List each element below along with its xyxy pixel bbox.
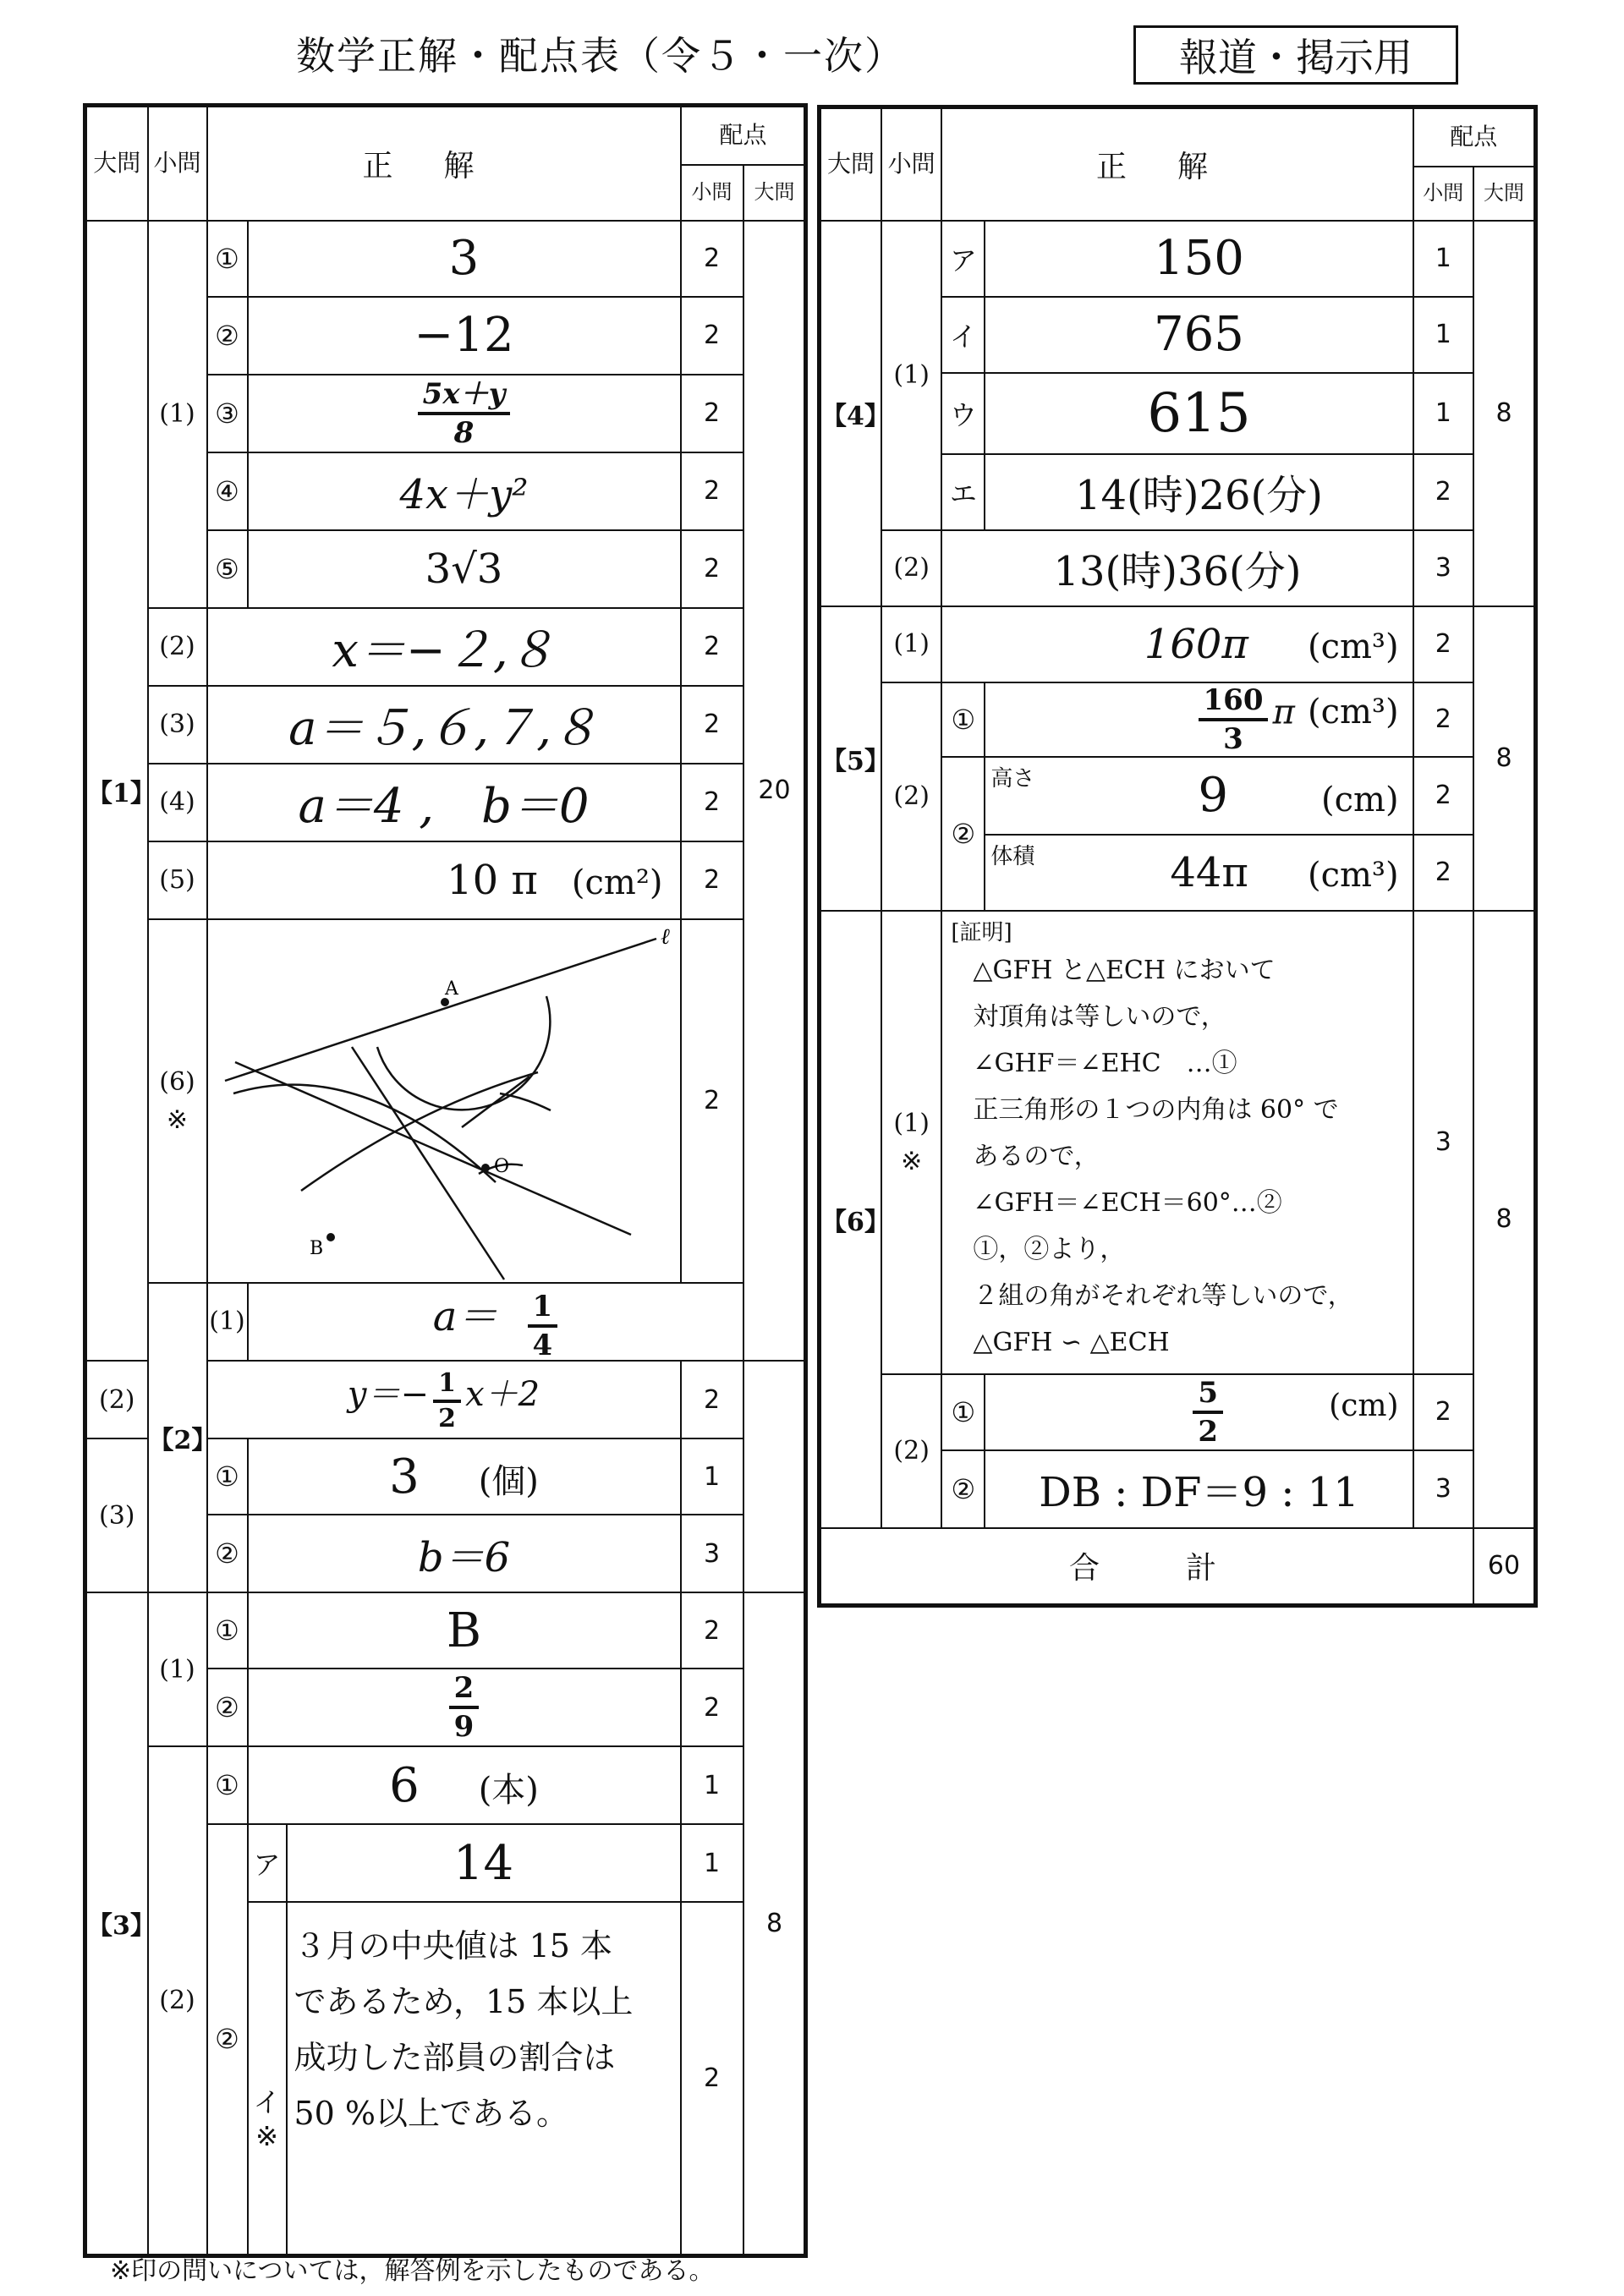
total-value: 60 bbox=[1473, 1528, 1536, 1606]
label-b: B bbox=[309, 1237, 323, 1259]
q5-p2-answer-volume: 体積 44π (cm³) bbox=[985, 835, 1413, 911]
q4-label: 【4】 bbox=[820, 221, 881, 606]
label-o: O bbox=[493, 1155, 509, 1177]
q4-p1-answer-2: 765 bbox=[985, 297, 1413, 373]
q1-p5-label: (5) bbox=[148, 841, 207, 919]
header-sho: 小問 bbox=[148, 106, 207, 221]
q3-p1-answer-1: B bbox=[248, 1592, 681, 1669]
q1-p1-pts-3: 2 bbox=[681, 375, 743, 452]
q4-p1-pts-1: 1 bbox=[1413, 221, 1473, 297]
total-label: 合 計 bbox=[820, 1528, 1473, 1606]
q5-p2-pts-volume: 2 bbox=[1413, 835, 1473, 911]
q2-p3-answer-2: b＝6 bbox=[248, 1515, 681, 1592]
label-a: A bbox=[444, 978, 458, 1000]
r-header-seikai: 正解 bbox=[941, 107, 1413, 221]
q1-p1-answer-3: $\frac{5x+y}{8}$ bbox=[248, 375, 681, 452]
q4-p1-kana-3: ウ bbox=[941, 373, 985, 454]
construction-diagram bbox=[208, 920, 682, 1282]
q3-p2-answer-i: ３月の中央値は 15 本 であるため，15 本以上 成功した部員の割合は 50 %以上である。 bbox=[287, 1902, 681, 2255]
q1-p1-answer-5: 3√3 bbox=[248, 530, 681, 608]
page-title: 数学正解・配点表（令５・一次） bbox=[296, 33, 905, 79]
q1-p1-pts-5: 2 bbox=[681, 530, 743, 608]
q1-p1-mark-4: ④ bbox=[207, 452, 248, 530]
label-l: ℓ bbox=[660, 923, 670, 950]
q5-p1-pts: 2 bbox=[1413, 606, 1473, 682]
q3-p2-mark-1: ① bbox=[207, 1746, 248, 1824]
q3-p1-mark-2: ② bbox=[207, 1669, 248, 1746]
header-sho-pts: 小問 bbox=[681, 165, 743, 221]
q3-p1-pts-2: 2 bbox=[681, 1669, 743, 1746]
q5-p2-mark-1: ① bbox=[941, 682, 985, 757]
q5-p2-pts-height: 2 bbox=[1413, 757, 1473, 835]
q1-p1-mark-1: ① bbox=[207, 221, 248, 297]
q1-p1-pts-2: 2 bbox=[681, 297, 743, 375]
q3-p1-label: (1) bbox=[148, 1592, 207, 1746]
q4-p1-answer-3: 615 bbox=[985, 373, 1413, 454]
q6-total: 8 bbox=[1473, 911, 1536, 1528]
q6-p1-proof: [証明] △GFH と△ECH において 対頂角は等しいので， ∠GHF＝∠EHC …① 正三角形の１つの内角は 60° で あるので， ∠GFH＝∠ECH＝60°…② ①，②より， ２組の角がそれぞれ等しいので， △GFH ∽ △ECH bbox=[941, 911, 1413, 1374]
q3-label: 【3】 bbox=[85, 1592, 148, 2255]
q1-p1-pts-4: 2 bbox=[681, 452, 743, 530]
q5-label: 【5】 bbox=[820, 606, 881, 911]
left-answer-table bbox=[83, 103, 808, 2258]
q4-p1-pts-2: 1 bbox=[1413, 297, 1473, 373]
q5-p2-mark-2: ② bbox=[941, 757, 985, 911]
q3-p2-mark-2: ② bbox=[207, 1824, 248, 2255]
point-o bbox=[481, 1164, 490, 1172]
q3-p2-pts-i: 2 bbox=[681, 1902, 743, 2255]
q1-p3-pts: 2 bbox=[681, 686, 743, 764]
q3-total: 8 bbox=[743, 1592, 806, 2255]
q2-p2-label: (2) bbox=[85, 1361, 148, 1438]
q1-p2-label: (2) bbox=[148, 608, 207, 686]
q1-p4-answer: a＝4 , b＝0 bbox=[207, 764, 681, 841]
q1-label: 【1】 bbox=[85, 221, 148, 1362]
q4-p1-kana-4: エ bbox=[941, 454, 985, 530]
q5-p2-label: (2) bbox=[881, 682, 941, 911]
q1-p2-pts: 2 bbox=[681, 608, 743, 686]
q4-p1-kana-1: ア bbox=[941, 221, 985, 297]
r-header-sho: 小問 bbox=[881, 107, 941, 221]
q2-p3-mark-2: ② bbox=[207, 1515, 248, 1592]
q5-total: 8 bbox=[1473, 606, 1536, 911]
q3-p1-mark-1: ① bbox=[207, 1592, 248, 1669]
q6-p1-pts: 3 bbox=[1413, 911, 1473, 1374]
q1-p1-label: (1) bbox=[148, 221, 207, 608]
usage-badge: 報道・掲示用 bbox=[1133, 25, 1458, 85]
q3-p2-answer-a: 14 bbox=[287, 1824, 681, 1902]
q6-p2-pts-2: 3 bbox=[1413, 1450, 1473, 1528]
q2-p2-answer: y＝− $\frac{1}{2}$ x＋2 bbox=[207, 1361, 681, 1438]
header-haiten: 配点 bbox=[681, 106, 806, 165]
q4-p1-answer-1: 150 bbox=[985, 221, 1413, 297]
q2-p3-mark-1: ① bbox=[207, 1438, 248, 1515]
q1-p1-answer-4: 4x＋y² bbox=[248, 452, 681, 530]
q4-p1-label: (1) bbox=[881, 221, 941, 530]
q6-p2-mark-2: ② bbox=[941, 1450, 985, 1528]
q6-p2-answer-2: DB : DF＝9 : 11 bbox=[985, 1450, 1413, 1528]
header-seikai: 正解 bbox=[207, 106, 681, 221]
q1-p1-mark-3: ③ bbox=[207, 375, 248, 452]
line-l bbox=[225, 939, 656, 1081]
q5-p2-answer-1: $\frac{160}{3}$ π (cm³) bbox=[985, 682, 1413, 757]
q4-p2-pts: 3 bbox=[1413, 530, 1473, 606]
q4-p1-answer-4: 14(時)26(分) bbox=[985, 454, 1413, 530]
arc-a bbox=[377, 996, 550, 1110]
q1-p1-answer-1: 3 bbox=[248, 221, 681, 297]
q6-p1-label: (1) ※ bbox=[881, 911, 941, 1374]
r-header-dai-pts: 大問 bbox=[1473, 167, 1536, 221]
r-header-sho-pts: 小問 bbox=[1413, 167, 1473, 221]
q2-p1-label: (1) bbox=[207, 1283, 248, 1362]
header-dai: 大問 bbox=[85, 106, 148, 221]
q3-p2-pts-1: 1 bbox=[681, 1746, 743, 1824]
q5-p1-label: (1) bbox=[881, 606, 941, 682]
q5-p2-answer-height: 高さ 9 (cm) bbox=[985, 757, 1413, 835]
q1-p4-pts: 2 bbox=[681, 764, 743, 841]
q2-p3-pts-2: 3 bbox=[681, 1515, 743, 1592]
q2-p3-label: (3) bbox=[85, 1438, 148, 1592]
r-header-haiten: 配点 bbox=[1413, 107, 1536, 167]
q2-p3-answer-1: 3 (個) bbox=[248, 1438, 681, 1515]
q1-total: 20 bbox=[743, 221, 806, 1362]
q6-p2-label: (2) bbox=[881, 1374, 941, 1528]
q3-p2-label: (2) bbox=[148, 1746, 207, 2255]
q6-p2-answer-1: $\frac{5}{2}$ (cm) bbox=[985, 1374, 1413, 1450]
q2-p3-pts-1: 1 bbox=[681, 1438, 743, 1515]
q1-p1-mark-5: ⑤ bbox=[207, 530, 248, 608]
q1-p4-label: (4) bbox=[148, 764, 207, 841]
q3-p2-kana-a: ア bbox=[248, 1824, 287, 1902]
q4-p1-pts-3: 1 bbox=[1413, 373, 1473, 454]
q6-label: 【6】 bbox=[820, 911, 881, 1528]
q3-p1-answer-2: $\frac{2}{9}$ bbox=[248, 1669, 681, 1746]
q5-p1-answer: 160π (cm³) bbox=[941, 606, 1413, 682]
q3-p2-answer-1: 6 (本) bbox=[248, 1746, 681, 1824]
q3-p2-pts-a: 1 bbox=[681, 1824, 743, 1902]
q1-p3-answer: a＝５,６,７,８ bbox=[207, 686, 681, 764]
q1-p6-label: (6) ※ bbox=[148, 919, 207, 1283]
q1-p2-answer: x＝−２,８ bbox=[207, 608, 681, 686]
q2-label: 【2】 bbox=[148, 1283, 207, 1593]
q1-p5-pts: 2 bbox=[681, 841, 743, 919]
q5-p2-pts-1: 2 bbox=[1413, 682, 1473, 757]
arc-mark-1 bbox=[462, 1077, 529, 1127]
q1-p1-mark-2: ② bbox=[207, 297, 248, 375]
header-dai-pts: 大問 bbox=[743, 165, 806, 221]
q2-p2-pts: 2 bbox=[681, 1361, 743, 1438]
arc-1 bbox=[233, 1084, 496, 1181]
point-b bbox=[326, 1233, 335, 1241]
bisector-line bbox=[352, 1047, 504, 1280]
q1-p3-label: (3) bbox=[148, 686, 207, 764]
line-through-o bbox=[235, 1062, 631, 1235]
q4-p1-pts-4: 2 bbox=[1413, 454, 1473, 530]
q3-p2-kana-i: イ ※ bbox=[248, 1902, 287, 2255]
q1-p6-construction-figure bbox=[207, 919, 681, 1283]
q6-p2-mark-1: ① bbox=[941, 1374, 985, 1450]
q1-p6-pts: 2 bbox=[681, 919, 743, 1283]
right-answer-table bbox=[817, 105, 1538, 1608]
q1-p5-answer: 10 π (cm²) bbox=[207, 841, 681, 919]
q1-p1-pts-1: 2 bbox=[681, 221, 743, 297]
q1-p1-answer-2: −12 bbox=[248, 297, 681, 375]
footnote: ※印の問いについては，解答例を示したものである。 bbox=[110, 2256, 715, 2286]
r-header-dai: 大問 bbox=[820, 107, 881, 221]
q4-p2-label: (2) bbox=[881, 530, 941, 606]
q6-p2-pts-1: 2 bbox=[1413, 1374, 1473, 1450]
q2-p1-answer: a＝ $\frac{1}{4}$ bbox=[248, 1283, 743, 1362]
q3-p1-pts-1: 2 bbox=[681, 1592, 743, 1669]
q4-total: 8 bbox=[1473, 221, 1536, 606]
q4-p2-answer: 13(時)36(分) bbox=[941, 530, 1413, 606]
q4-p1-kana-2: イ bbox=[941, 297, 985, 373]
arc-mark-2 bbox=[500, 1093, 551, 1110]
